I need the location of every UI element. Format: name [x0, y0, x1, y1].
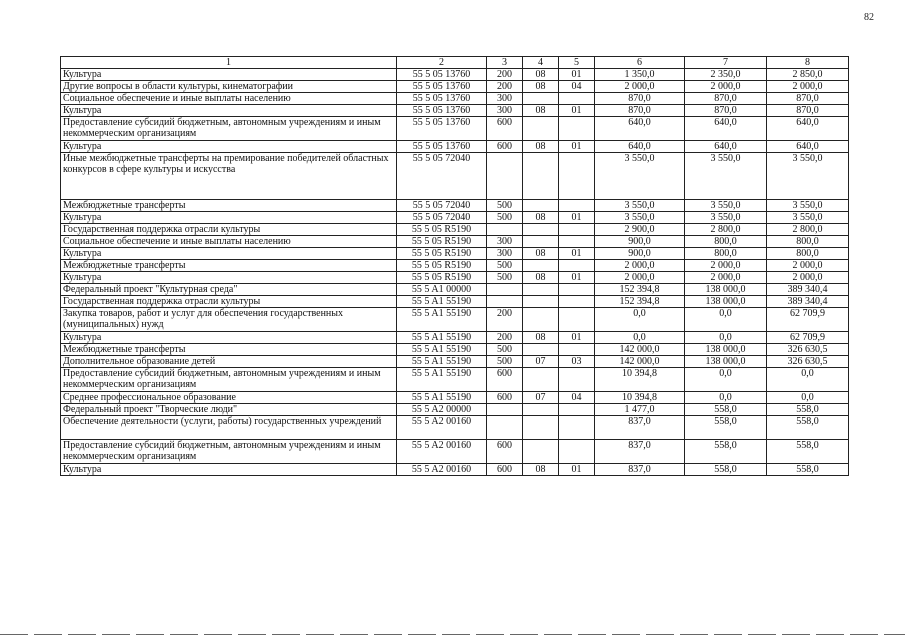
- table-row: [61, 212, 849, 224]
- row-vr: 600: [487, 440, 523, 464]
- row-value-3: 558,0: [767, 464, 849, 476]
- row-value-2: 0,0: [685, 368, 767, 392]
- row-rz: [523, 308, 559, 332]
- header-cell: 2: [397, 57, 487, 69]
- row-rz: 08: [523, 248, 559, 260]
- row-value-3: 389 340,4: [767, 284, 849, 296]
- table-row: [61, 69, 849, 81]
- row-name: Культура: [61, 272, 397, 284]
- table-row: [61, 332, 849, 344]
- row-value-2: 0,0: [685, 332, 767, 344]
- row-name: Другие вопросы в области культуры, кинематографии: [61, 81, 397, 93]
- row-name: Межбюджетные трансферты: [61, 344, 397, 356]
- row-value-1: 152 394,8: [595, 284, 685, 296]
- table-row: [61, 117, 849, 141]
- row-pr: [559, 344, 595, 356]
- row-pr: 01: [559, 464, 595, 476]
- row-vr: 200: [487, 81, 523, 93]
- row-rz: 07: [523, 392, 559, 404]
- row-vr: 600: [487, 368, 523, 392]
- row-vr: 500: [487, 344, 523, 356]
- row-value-1: 900,0: [595, 248, 685, 260]
- row-code: 55 5 05 13760: [397, 81, 487, 93]
- row-pr: [559, 153, 595, 200]
- table-row: [61, 141, 849, 153]
- row-rz: [523, 153, 559, 200]
- row-name: Федеральный проект "Культурная среда": [61, 284, 397, 296]
- row-name: Предоставление субсидий бюджетным, автономным учреждениям и иным некоммерческим организациям: [61, 117, 397, 141]
- row-pr: 01: [559, 141, 595, 153]
- row-value-1: 2 900,0: [595, 224, 685, 236]
- row-code: 55 5 05 13760: [397, 141, 487, 153]
- table-header-row: [61, 57, 849, 69]
- row-value-1: 142 000,0: [595, 356, 685, 368]
- row-value-2: 558,0: [685, 440, 767, 464]
- row-pr: 04: [559, 81, 595, 93]
- row-rz: 08: [523, 141, 559, 153]
- table-row: [61, 153, 849, 200]
- row-name: Предоставление субсидий бюджетным, автономным учреждениям и иным некоммерческим организациям: [61, 368, 397, 392]
- row-value-3: 2 000,0: [767, 260, 849, 272]
- row-rz: [523, 93, 559, 105]
- row-value-3: 389 340,4: [767, 296, 849, 308]
- row-name: Закупка товаров, работ и услуг для обеспечения государственных (муниципальных) нужд: [61, 308, 397, 332]
- row-value-1: 3 550,0: [595, 153, 685, 200]
- row-value-2: 800,0: [685, 248, 767, 260]
- row-name: Федеральный проект "Творческие люди": [61, 404, 397, 416]
- budget-table: [60, 56, 849, 476]
- row-name: Межбюджетные трансферты: [61, 260, 397, 272]
- row-value-2: 2 000,0: [685, 272, 767, 284]
- row-value-3: 3 550,0: [767, 200, 849, 212]
- row-vr: 200: [487, 308, 523, 332]
- row-pr: [559, 117, 595, 141]
- row-rz: [523, 224, 559, 236]
- row-pr: 01: [559, 69, 595, 81]
- row-value-2: 2 000,0: [685, 81, 767, 93]
- row-code: 55 5 05 R5190: [397, 272, 487, 284]
- row-value-2: 558,0: [685, 464, 767, 476]
- row-name: Социальное обеспечение и иные выплаты населению: [61, 93, 397, 105]
- row-code: 55 5 05 13760: [397, 105, 487, 117]
- row-pr: 03: [559, 356, 595, 368]
- row-value-3: 3 550,0: [767, 212, 849, 224]
- row-value-1: 142 000,0: [595, 344, 685, 356]
- row-value-1: 0,0: [595, 332, 685, 344]
- row-value-2: 3 550,0: [685, 212, 767, 224]
- row-value-3: 640,0: [767, 117, 849, 141]
- row-pr: [559, 296, 595, 308]
- row-vr: 300: [487, 236, 523, 248]
- row-rz: [523, 236, 559, 248]
- row-value-1: 10 394,8: [595, 392, 685, 404]
- row-value-1: 3 550,0: [595, 200, 685, 212]
- row-name: Обеспечение деятельности (услуги, работы) государственных учреждений: [61, 416, 397, 440]
- table-row: [61, 81, 849, 93]
- row-pr: [559, 260, 595, 272]
- row-vr: 500: [487, 212, 523, 224]
- row-value-3: 62 709,9: [767, 308, 849, 332]
- row-vr: 500: [487, 356, 523, 368]
- row-vr: [487, 416, 523, 440]
- table-row: [61, 248, 849, 260]
- row-value-1: 640,0: [595, 117, 685, 141]
- table-row: [61, 344, 849, 356]
- header-cell: 3: [487, 57, 523, 69]
- row-code: 55 5 05 R5190: [397, 224, 487, 236]
- row-rz: 08: [523, 105, 559, 117]
- row-code: 55 5 A1 55190: [397, 392, 487, 404]
- table-row: [61, 464, 849, 476]
- row-value-3: 870,0: [767, 105, 849, 117]
- row-value-2: 138 000,0: [685, 284, 767, 296]
- row-pr: 01: [559, 248, 595, 260]
- row-code: 55 5 A2 00160: [397, 464, 487, 476]
- header-cell: 8: [767, 57, 849, 69]
- row-vr: 600: [487, 464, 523, 476]
- row-vr: 500: [487, 272, 523, 284]
- row-vr: 600: [487, 117, 523, 141]
- row-rz: [523, 260, 559, 272]
- row-vr: 600: [487, 141, 523, 153]
- row-code: 55 5 05 13760: [397, 93, 487, 105]
- row-code: 55 5 05 13760: [397, 69, 487, 81]
- table-row: [61, 224, 849, 236]
- row-value-3: 2 800,0: [767, 224, 849, 236]
- row-name: Культура: [61, 69, 397, 81]
- row-pr: [559, 224, 595, 236]
- row-rz: 08: [523, 272, 559, 284]
- row-value-2: 0,0: [685, 308, 767, 332]
- row-value-3: 870,0: [767, 93, 849, 105]
- row-value-3: 326 630,5: [767, 344, 849, 356]
- row-rz: [523, 416, 559, 440]
- table-row: [61, 236, 849, 248]
- row-value-1: 837,0: [595, 416, 685, 440]
- row-vr: [487, 284, 523, 296]
- row-name: Предоставление субсидий бюджетным, автономным учреждениям и иным некоммерческим организациям: [61, 440, 397, 464]
- table-row: [61, 440, 849, 464]
- table-row: [61, 368, 849, 392]
- row-pr: [559, 284, 595, 296]
- row-pr: [559, 200, 595, 212]
- row-value-1: 2 000,0: [595, 81, 685, 93]
- row-value-1: 152 394,8: [595, 296, 685, 308]
- row-pr: 01: [559, 272, 595, 284]
- row-name: Среднее профессиональное образование: [61, 392, 397, 404]
- row-rz: [523, 117, 559, 141]
- row-value-2: 800,0: [685, 236, 767, 248]
- header-cell: 1: [61, 57, 397, 69]
- row-value-1: 837,0: [595, 464, 685, 476]
- row-vr: [487, 153, 523, 200]
- row-rz: 08: [523, 464, 559, 476]
- row-code: 55 5 A1 55190: [397, 356, 487, 368]
- row-pr: 04: [559, 392, 595, 404]
- row-rz: 08: [523, 81, 559, 93]
- row-rz: [523, 284, 559, 296]
- row-code: 55 5 05 72040: [397, 200, 487, 212]
- footer-line: [0, 634, 905, 635]
- row-value-2: 640,0: [685, 141, 767, 153]
- row-value-2: 558,0: [685, 416, 767, 440]
- row-pr: [559, 416, 595, 440]
- row-rz: 07: [523, 356, 559, 368]
- row-value-3: 558,0: [767, 404, 849, 416]
- row-value-1: 2 000,0: [595, 272, 685, 284]
- row-rz: [523, 344, 559, 356]
- row-code: 55 5 A1 55190: [397, 332, 487, 344]
- row-code: 55 5 05 72040: [397, 153, 487, 200]
- row-value-3: 2 850,0: [767, 69, 849, 81]
- row-value-2: 138 000,0: [685, 296, 767, 308]
- row-code: 55 5 A2 00160: [397, 440, 487, 464]
- row-value-3: 2 000,0: [767, 81, 849, 93]
- row-value-2: 3 550,0: [685, 200, 767, 212]
- row-code: 55 5 05 13760: [397, 117, 487, 141]
- row-pr: 01: [559, 105, 595, 117]
- row-rz: [523, 296, 559, 308]
- row-name: Государственная поддержка отрасли культуры: [61, 224, 397, 236]
- row-value-1: 2 000,0: [595, 260, 685, 272]
- table-row: [61, 284, 849, 296]
- row-vr: 300: [487, 248, 523, 260]
- row-value-3: 0,0: [767, 392, 849, 404]
- row-code: 55 5 A1 55190: [397, 368, 487, 392]
- row-pr: [559, 440, 595, 464]
- row-pr: [559, 93, 595, 105]
- row-code: 55 5 A1 55190: [397, 296, 487, 308]
- row-name: Межбюджетные трансферты: [61, 200, 397, 212]
- row-value-1: 0,0: [595, 308, 685, 332]
- table-row: [61, 272, 849, 284]
- row-vr: 300: [487, 105, 523, 117]
- row-value-3: 2 000,0: [767, 272, 849, 284]
- row-name: Дополнительное образование детей: [61, 356, 397, 368]
- row-value-3: 558,0: [767, 416, 849, 440]
- row-code: 55 5 05 R5190: [397, 260, 487, 272]
- table-row: [61, 392, 849, 404]
- row-name: Культура: [61, 332, 397, 344]
- row-rz: 08: [523, 69, 559, 81]
- row-value-3: 0,0: [767, 368, 849, 392]
- row-rz: 08: [523, 332, 559, 344]
- header-cell: 7: [685, 57, 767, 69]
- row-vr: 600: [487, 392, 523, 404]
- row-code: 55 5 A1 55190: [397, 344, 487, 356]
- row-value-3: 326 630,5: [767, 356, 849, 368]
- row-value-2: 138 000,0: [685, 356, 767, 368]
- row-value-3: 800,0: [767, 236, 849, 248]
- row-name: Культура: [61, 212, 397, 224]
- row-vr: 200: [487, 332, 523, 344]
- row-pr: [559, 368, 595, 392]
- row-code: 55 5 05 R5190: [397, 236, 487, 248]
- row-value-1: 10 394,8: [595, 368, 685, 392]
- table-row: [61, 296, 849, 308]
- row-value-2: 558,0: [685, 404, 767, 416]
- row-value-1: 870,0: [595, 93, 685, 105]
- row-value-1: 1 350,0: [595, 69, 685, 81]
- row-vr: 300: [487, 93, 523, 105]
- table-row: [61, 416, 849, 440]
- row-code: 55 5 A2 00160: [397, 416, 487, 440]
- row-value-2: 0,0: [685, 392, 767, 404]
- row-vr: 500: [487, 260, 523, 272]
- row-vr: [487, 296, 523, 308]
- row-rz: [523, 368, 559, 392]
- row-pr: 01: [559, 212, 595, 224]
- row-vr: [487, 224, 523, 236]
- row-code: 55 5 A2 00000: [397, 404, 487, 416]
- row-value-2: 138 000,0: [685, 344, 767, 356]
- row-pr: [559, 236, 595, 248]
- row-name: Культура: [61, 141, 397, 153]
- table-row: [61, 308, 849, 332]
- row-value-2: 640,0: [685, 117, 767, 141]
- row-value-1: 900,0: [595, 236, 685, 248]
- table-row: [61, 105, 849, 117]
- row-value-3: 3 550,0: [767, 153, 849, 200]
- row-value-1: 1 477,0: [595, 404, 685, 416]
- row-pr: [559, 404, 595, 416]
- row-rz: [523, 404, 559, 416]
- table-row: [61, 200, 849, 212]
- row-value-3: 558,0: [767, 440, 849, 464]
- row-vr: [487, 404, 523, 416]
- row-value-3: 62 709,9: [767, 332, 849, 344]
- table-row: [61, 404, 849, 416]
- row-rz: [523, 200, 559, 212]
- header-cell: 4: [523, 57, 559, 69]
- row-rz: 08: [523, 212, 559, 224]
- row-rz: [523, 440, 559, 464]
- table-row: [61, 260, 849, 272]
- row-value-3: 800,0: [767, 248, 849, 260]
- row-value-1: 3 550,0: [595, 212, 685, 224]
- row-value-2: 2 350,0: [685, 69, 767, 81]
- row-value-2: 870,0: [685, 93, 767, 105]
- row-name: Культура: [61, 105, 397, 117]
- row-vr: 500: [487, 200, 523, 212]
- table-row: [61, 93, 849, 105]
- row-name: Социальное обеспечение и иные выплаты населению: [61, 236, 397, 248]
- row-name: Культура: [61, 464, 397, 476]
- row-pr: [559, 308, 595, 332]
- row-value-2: 2 000,0: [685, 260, 767, 272]
- page-number: 82: [864, 12, 874, 23]
- row-value-2: 870,0: [685, 105, 767, 117]
- row-pr: 01: [559, 332, 595, 344]
- row-value-3: 640,0: [767, 141, 849, 153]
- row-value-2: 3 550,0: [685, 153, 767, 200]
- row-name: Государственная поддержка отрасли культуры: [61, 296, 397, 308]
- row-name: Культура: [61, 248, 397, 260]
- row-value-2: 2 800,0: [685, 224, 767, 236]
- row-code: 55 5 A1 55190: [397, 308, 487, 332]
- row-value-1: 640,0: [595, 141, 685, 153]
- row-value-1: 870,0: [595, 105, 685, 117]
- row-code: 55 5 05 72040: [397, 212, 487, 224]
- row-code: 55 5 A1 00000: [397, 284, 487, 296]
- header-cell: 6: [595, 57, 685, 69]
- table-row: [61, 356, 849, 368]
- row-code: 55 5 05 R5190: [397, 248, 487, 260]
- row-vr: 200: [487, 69, 523, 81]
- row-value-1: 837,0: [595, 440, 685, 464]
- row-name: Иные межбюджетные трансферты на премирование победителей областных конкурсов в сфере культуры и искусства: [61, 153, 397, 200]
- header-cell: 5: [559, 57, 595, 69]
